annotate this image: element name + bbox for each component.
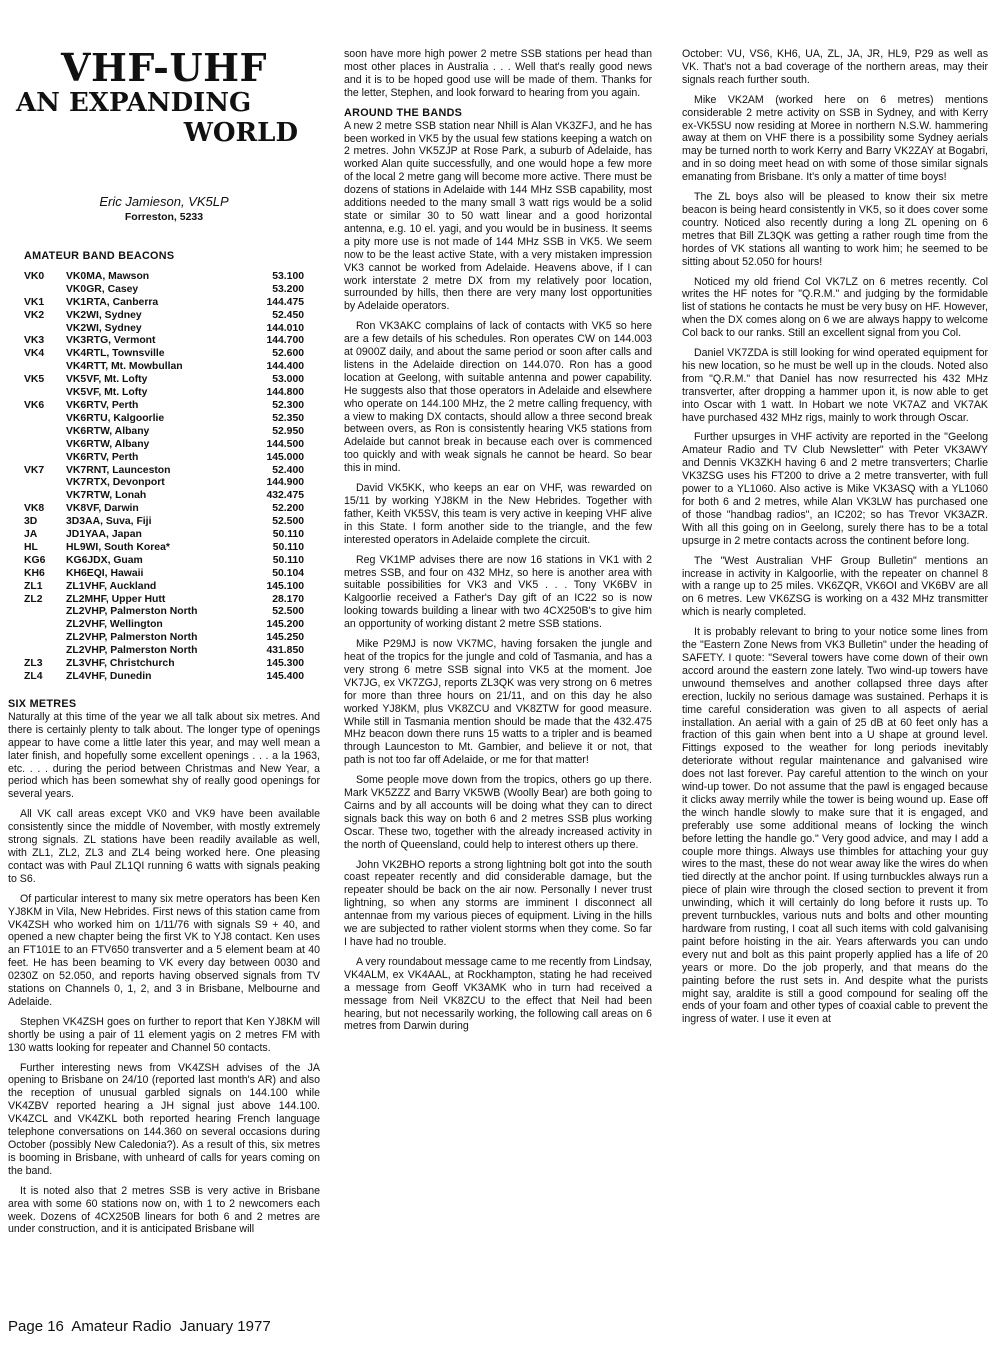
column-3 <box>682 48 988 1310</box>
beacon-row <box>24 555 304 568</box>
beacon-row <box>24 516 304 529</box>
beacon-row <box>24 581 304 594</box>
beacon-area <box>24 477 66 490</box>
beacon-row <box>24 619 304 632</box>
beacon-row <box>24 426 304 439</box>
paragraph: Some people move down from the tropics, others go up there. Mark VK5ZZZ and Barry VK5WB (Woolly Bear) are both going to Cairns and by all accounts will be doing what they can to direct signals back this way on both 6 and 2 metres SSB plus working Oscar. These two, together with the already increased activity in the north of Queensland, could help to interest others up there. <box>344 774 652 851</box>
beacon-station: VK3RTG, Vermont <box>66 335 156 347</box>
beacon-area <box>24 632 66 645</box>
beacon-row <box>24 529 304 542</box>
beacons-heading: AMATEUR BAND BEACONS <box>24 250 175 262</box>
beacon-row <box>24 323 304 336</box>
beacon-area: VK1 <box>24 296 45 308</box>
beacon-row <box>24 632 304 645</box>
beacon-station: VK6RTW, Albany <box>66 425 150 437</box>
beacon-row <box>24 361 304 374</box>
beacon-frequency: 52.200 <box>272 503 304 515</box>
beacon-frequency: 52.500 <box>272 516 304 528</box>
beacon-area <box>24 426 66 439</box>
beacons-table <box>24 271 304 684</box>
beacon-row <box>24 348 304 361</box>
beacon-area: JA <box>24 529 38 541</box>
beacon-station: ZL4VHF, Dunedin <box>66 671 152 682</box>
beacons-table-body <box>24 271 304 684</box>
beacon-station: VK2WI, Sydney <box>66 322 142 334</box>
beacon-row <box>24 503 304 516</box>
beacon-frequency: 145.250 <box>266 632 304 644</box>
paragraph: Ron VK3AKC complains of lack of contacts with VK5 so here are a few details of his schedules. Ron operates CW on 144.003 at 0900Z daily, and about the same period or soon after calls and listens in the Adelaide direction on 144.070. Ron has a good location at Geelong, with suitable antenna and power capability. He suggests also that those operators in Adelaide and elsewhere who operate on 144.100 MHz, the 2 metre calling frequency, with a view to making DX contacts, should allow a three second break between overs, as Ron is consistently hearing VK5 stations from Adelaide but cannot break in because each over is commenced too quickly and with weak signals he cannot be heard. So bear this in mind. <box>344 320 652 475</box>
beacon-station: ZL2MHF, Upper Hutt <box>66 593 166 605</box>
beacon-frequency: 144.010 <box>266 322 304 334</box>
beacon-area <box>24 439 66 452</box>
paragraph: John VK2BHO reports a strong lightning bolt got into the south coast repeater recently and did considerable damage, but the repeater should be back on the air now. Personally I never trust lightning, so when any storms are imminent I disconnect all antennae from my various pieces of equipment. Living in the hills we are subjected to rather violent storms when they come. So far I have had no trouble. <box>344 858 652 948</box>
beacon-area: VK4 <box>24 348 45 360</box>
beacon-row <box>24 465 304 478</box>
article-title-block <box>8 48 320 184</box>
article-title-line-1: VHF-UHF <box>61 48 267 90</box>
section-heading-six-metres: SIX METRES <box>8 697 77 710</box>
beacon-frequency: 52.300 <box>272 399 304 411</box>
beacon-row <box>24 335 304 348</box>
paragraph: David VK5KK, who keeps an ear on VHF, was rewarded on 15/11 by working YJ8KM in the New Hebrides. Together with father, Keith VK5SV, this team is very active in keeping VHF alive in this State. I form another side to the triangle, and the few interested operators in Adelaide complete the circuit. <box>344 482 652 546</box>
beacon-station: VK5VF, Mt. Lofty <box>66 387 148 399</box>
beacon-area: KH6 <box>24 567 45 579</box>
paragraph: Reg VK1MP advises there are now 16 stations in VK1 with 2 metres SSB, and four on 432 MHz, so here is another area with suitable possibilities for VK3 and VK5 . . . Tony VK6BV in Kalgoorlie received a Father's Day gift of an IC22 so is now looking towards building a linear with two 4CX250B's to give him an opportunity of working distant 2 metre SSB stations. <box>344 553 652 631</box>
beacon-row <box>24 439 304 452</box>
beacon-station: ZL1VHF, Auckland <box>66 580 157 592</box>
beacon-station: HL9WI, South Korea* <box>66 541 170 553</box>
beacon-station: VK7RNT, Launceston <box>66 464 171 476</box>
beacon-frequency: 53.000 <box>272 374 304 386</box>
beacon-frequency: 145.200 <box>266 619 304 631</box>
beacon-station: ZL3VHF, Christchurch <box>66 658 175 670</box>
beacon-station: VK6RTW, Albany <box>66 438 150 450</box>
paragraph: Stephen VK4ZSH goes on further to report that Ken YJ8KM will shortly be using a pair of 11 element yagis on 2 metres FM with 130 watts looking for repeater and Channel 50 contacts. <box>8 1015 320 1054</box>
beacon-frequency: 145.300 <box>266 658 304 670</box>
paragraph: Further interesting news from VK4ZSH advises of the JA opening to Brisbane on 24/10 (reported last month's AR) and also the reception of unusual garbled signals on 144.100 while VK4ZBV reported hearing a JH signal just above 144.100. VK4ZCL and VK4ZKL both reported hearing French language telephone conversations on 144.360 on several occasions during October (possibly New Caledonia?). As a result of this, six metres is booming in Brisbane, with unheard of calls for years coming on the band. <box>8 1061 320 1177</box>
beacon-station: VK6RTV, Perth <box>66 451 139 463</box>
beacon-area: VK6 <box>24 399 45 411</box>
beacon-station: KH6EQI, Hawaii <box>66 567 144 579</box>
beacon-area <box>24 619 66 632</box>
paragraph: Noticed my old friend Col VK7LZ on 6 metres recently. Col writes the HF notes for "Q.R.M." and judging by the formidable list of stations he contacts he must be very busy on HF. However, when the DX comes along on 6 we are always happy to welcome Col back to our ranks. Still an excellent signal from you Col. <box>682 275 988 340</box>
beacon-station: JD1YAA, Japan <box>66 529 142 541</box>
paragraph: The ZL boys also will be pleased to know their six metre beacon is being heard consistently in VK5, so it does cover some country. Noticed also recently during a long ZL opening on 6 metres that Bill ZL3QK was getting a rather rough time from the hordes of VK stations all wanting to work him; he seemed to be sitting about 52.050 for hours! <box>682 191 988 268</box>
beacon-row <box>24 645 304 658</box>
paragraph: A new 2 metre SSB station near Nhill is Alan VK3ZFJ, and he has been worked in VK5 by the usual few stations keeping a watch on 2 metres. John VK5ZJP at Rose Park, a suburb of Adelaide, has worked Alan quite successfully, and one would hope a few more of the local 2 metre gang will become more active. There must be dozens of stations in Adelaide with 144 MHz SSB capability, most additions needed to the many small 3 watt rigs would be a solid state or similar 30 to 50 watt linear and a good horizontal antenna, e.g. 10 el. yagi, and you would be in business. It seems a pity more use is not made of 144 MHz SSB in VK5. We seem now to be the least active State, with a very mistaken impression VK3 cannot be worked from Adelaide. Heavens above, if I can work interstate 2 metre DX from my relatively poor location, surrounded by hills, then there are very many lost opportunities by Adelaide operators. <box>344 119 652 313</box>
beacon-area: VK5 <box>24 374 45 386</box>
beacon-area: KG6 <box>24 554 46 566</box>
beacon-frequency: 52.450 <box>272 309 304 321</box>
beacon-row <box>24 452 304 465</box>
beacon-row <box>24 594 304 607</box>
beacon-frequency: 52.400 <box>272 464 304 476</box>
beacon-area: ZL3 <box>24 658 43 670</box>
beacon-frequency: 144.900 <box>266 477 304 489</box>
paragraph: Naturally at this time of the year we all talk about six metres. And there is certainly plenty to talk about. The longer type of openings appear to have come a little later this year, and may well mean a later finish, and hopefully some excellent openings . . . a la 1963, etc. . . . during the period between Christmas and New Year, a period which has been somewhat shy of really good openings for several years. <box>8 710 320 801</box>
beacon-row <box>24 413 304 426</box>
beacon-row <box>24 374 304 387</box>
beacon-row <box>24 477 304 490</box>
paragraph: It is probably relevant to bring to your notice some lines from the "Eastern Zone News from VK3 Bulletin" under the heading of SAFETY. I quote: "Several towers have come down of their own accord around the eastern zone lately. Two wind-up towers have unwound themselves and another collapsed three days after erection, luckily no serious damage was sustained. Perhaps it is time careful consideration was given to all aspects of aerial installation. An aerial with a gain of 25 dB at 60 feet only has a fraction of this gain when bent into a U shape at ground level. Fittings exposed to the weather for long periods inevitably deteriorate without regular maintenance and galvanised wire does not last forever. Pay careful attention to the winch on your wind-up tower. Do not assume that the pawl is engaged because it clicks away merrily while the tower is being wound up. Ease off the winch handle slowly to make sure that it is engaged, and preferably use some additional means of locking the winch before letting the handle go." Very good advice, and may I add a couple more things. Always use thimbles for attaching your guy wires to the mast, these do not wear away like the wires do when tied directly at the anchor point. If using turnbuckles always run a piece of plain wire through the closed section to prevent it from unwinding, which it will certainly do long before it rusts up. To prevent turnbuckles, various nuts and bolts and other mounting hardware from rusting, I coat all such items with cold galvanising paint before hoisting in the air. Years afterwards you can undo every nut and bolt as this paint properly applied has a life of 20 years or more. Do the job properly, and that means do the painting before the rust sets in. And despite what the purists might say, araldite is still a good compound for sealing off the ends of your foam and other types of coaxial cable to prevent the ingress of water. I use it even at <box>682 626 988 1026</box>
beacon-frequency: 50.110 <box>272 541 304 553</box>
beacon-area: VK3 <box>24 335 45 347</box>
beacon-area: ZL1 <box>24 580 43 592</box>
paragraph: October: VU, VS6, KH6, UA, ZL, JA, JR, HL9, P29 as well as VK. That's not a bad coverage of the northern areas, may their signals reach further south. <box>682 48 988 86</box>
beacon-frequency: 431.850 <box>266 645 304 657</box>
beacon-area: VK2 <box>24 309 45 321</box>
beacon-area: ZL2 <box>24 593 43 605</box>
paragraph: Further upsurges in VHF activity are reported in the "Geelong Amateur Radio and TV Club Newsletter" with Peter VK3AWY and Dennis VK3ZKH having 6 and 2 metre transverters; Charlie VK3ZSG uses his FT200 to drive a 2 metre transverter, with full power to a YL1060. Also active is Mike VK3ASQ with a YL1060 for both 6 and 2 metres, while Alan VK3LW has purchased one of those "handbag radios", an IC202; so has Trevor VK3AZR. With all this going on in Geelong, surely there has to be a total upsurge in 2 metre contacts across the continent before long. <box>682 431 988 547</box>
beacon-station: VK7RTW, Lonah <box>66 490 147 502</box>
page-footer: Page 16 Amateur Radio January 1977 <box>8 1318 271 1335</box>
beacon-area <box>24 645 66 658</box>
beacon-row <box>24 658 304 671</box>
beacon-area <box>24 387 66 400</box>
beacon-row <box>24 297 304 310</box>
beacon-station: VK8VF, Darwin <box>66 503 139 515</box>
beacon-row <box>24 271 304 284</box>
article-title-line-3: WORLD <box>183 118 298 148</box>
beacon-row <box>24 400 304 413</box>
section-heading-around-the-bands: AROUND THE BANDS <box>344 106 463 119</box>
paragraph: Of particular interest to many six metre operators has been Ken YJ8KM in Vila, New Hebrides. First news of this station came from VK4ZSH who worked him on 1/11/76 with signals S9 + 40, and opened a new chapter being the first VK to YJ8 contact. Ken uses an FT101E to an FTV650 transverter and a 5 element beam at 40 feet. He has been beaming to VK every day between 0030 and 0230Z on 52.050, and reports having observed signals from TV stations on Channels 0, 1, 2, and 3 in Brisbane, Melbourne and Adelaide. <box>8 892 320 1008</box>
beacon-station: VK6RTU, Kalgoorlie <box>66 412 165 424</box>
beacon-row <box>24 387 304 400</box>
beacon-frequency: 144.400 <box>266 361 304 373</box>
beacon-frequency: 144.700 <box>266 335 304 347</box>
beacon-area <box>24 606 66 619</box>
column-2 <box>344 48 652 1310</box>
beacon-station: ZL2VHP, Palmerston North <box>66 645 198 657</box>
beacon-area: VK7 <box>24 464 45 476</box>
beacon-row <box>24 310 304 323</box>
beacon-frequency: 144.800 <box>266 387 304 399</box>
beacon-area: VK0 <box>24 270 45 282</box>
author-location: Forreston, 5233 <box>124 211 204 223</box>
beacon-station: 3D3AA, Suva, Fiji <box>66 516 152 528</box>
paragraph: Mike P29MJ is now VK7MC, having forsaken the jungle and heat of the tropics for the jungle and cold of Tasmania, and has a very strong 6 metre SSB signal into VK5 at the moment. Joe VK7JG, ex VK7ZGJ, reports ZL3QK was very strong on 6 metres for more than three hours on 21/11, and on this day he also worked YJ8KM, plus VK8ZCU and VK8ZTW for good measure. While still in Tasmania mention should be made that the 432.475 MHz beacon down there runs 15 watts to a tripler and is beamed through Launceston to Mt. Gambier, and believe it or not, that path is not too far off Adelaide, or me for that matter! <box>344 638 652 767</box>
beacon-station: ZL2VHF, Wellington <box>66 619 163 631</box>
beacon-row <box>24 284 304 297</box>
beacon-frequency: 52.350 <box>272 412 304 424</box>
paragraph: Mike VK2AM (worked here on 6 metres) mentions considerable 2 metre activity on SSB in Sydney, and with Kerry ex-VK5SU now residing at Moree in northern N.S.W. hammering away at them on VHF there is a possibility some Sydney aerials may be turned north to work Kerry and Barry VK2ZAY at Bogabri, and in so doing meet head on with some of those similar signals emanating from Brisbane. It's only a matter of time boys! <box>682 93 988 184</box>
beacon-area: HL <box>24 541 38 553</box>
beacon-row <box>24 671 304 684</box>
beacon-station: VK7RTX, Devonport <box>66 477 165 489</box>
column-1 <box>8 48 320 1310</box>
beacon-frequency: 52.950 <box>272 425 304 437</box>
beacon-row <box>24 490 304 503</box>
beacon-frequency: 50.104 <box>272 567 304 579</box>
beacon-area <box>24 323 66 336</box>
beacon-frequency: 144.500 <box>266 438 304 450</box>
beacon-area <box>24 284 66 297</box>
article-author: Eric Jamieson, VK5LP <box>99 194 229 209</box>
beacon-frequency: 50.110 <box>272 529 304 541</box>
beacon-area: 3D <box>24 516 38 528</box>
beacon-row <box>24 606 304 619</box>
beacon-station: ZL2VHP, Palmerston North <box>66 632 198 644</box>
beacon-area: ZL4 <box>24 671 43 682</box>
beacon-station: VK2WI, Sydney <box>66 309 142 321</box>
beacon-station: KG6JDX, Guam <box>66 554 143 566</box>
beacon-frequency: 145.100 <box>266 580 304 592</box>
beacon-area <box>24 361 66 374</box>
beacon-station: VK4RTT, Mt. Mowbullan <box>66 361 183 373</box>
beacon-frequency: 52.600 <box>272 348 304 360</box>
paragraph: soon have more high power 2 metre SSB stations per head than most other places in Australia . . . Well that's really good news and it is to be hoped good use will be made of them. Thanks for the letter, Stephen, and look forward to hearing from you again. <box>344 48 652 99</box>
beacon-station: ZL2VHP, Palmerston North <box>66 606 198 618</box>
beacon-frequency: 50.110 <box>272 554 304 566</box>
beacon-frequency: 432.475 <box>266 490 304 502</box>
beacon-row <box>24 568 304 581</box>
paragraph: A very roundabout message came to me recently from Lindsay, VK4ALM, ex VK4AAL, at Rockhampton, stating he had received a message from Geoff VK3AMK who in turn had received a message from Neil VK8ZCU to the effect that Neil had been hearing, but not necessarily working, the following call areas on 6 metres from Darwin during <box>344 955 652 1033</box>
paragraph: It is noted also that 2 metres SSB is very active in Brisbane area with some 60 stations now on, with 1 to 2 newcomers each week. Dozens of 4CX250B linears for both 6 and 2 metres are under construction, and it is anticipated Brisbane will <box>8 1184 320 1236</box>
beacon-frequency: 52.500 <box>272 606 304 618</box>
paragraph: All VK call areas except VK0 and VK9 have been available consistently since the middle of November, with mostly extremely strong signals. ZL stations have been readily available as well, with ZL1, ZL2, ZL3 and ZL4 being worked here. One pleasing contact was with Paul ZL1QI running 6 watts with signals peaking to S6. <box>8 808 320 885</box>
beacon-station: VK5VF, Mt. Lofty <box>66 374 148 386</box>
beacon-area <box>24 413 66 426</box>
beacon-frequency: 145.400 <box>266 671 304 682</box>
article-title-line-2: AN EXPANDING <box>16 88 252 118</box>
beacon-area <box>24 452 66 465</box>
beacon-row <box>24 542 304 555</box>
beacon-frequency: 145.000 <box>266 451 304 463</box>
beacon-station: VK1RTA, Canberra <box>66 296 159 308</box>
beacon-station: VK0GR, Casey <box>66 283 139 295</box>
beacon-station: VK0MA, Mawson <box>66 270 150 282</box>
beacon-area <box>24 490 66 503</box>
beacon-frequency: 28.170 <box>272 593 304 605</box>
paragraph: The "West Australian VHF Group Bulletin" mentions an increase in activity in Kalgoorlie, with the repeater on channel 8 with a range up to 25 miles. VK6ZQR, VK6OI and VK6BV are all on 6 metres. Lew VK6ZSG is working on a 432 MHz transmitter which is nearly completed. <box>682 554 988 619</box>
beacon-frequency: 144.475 <box>266 296 304 308</box>
beacon-frequency: 53.200 <box>272 283 304 295</box>
beacon-station: VK4RTL, Townsville <box>66 348 165 360</box>
beacon-frequency: 53.100 <box>272 270 304 282</box>
beacon-area: VK8 <box>24 503 45 515</box>
paragraph: Daniel VK7ZDA is still looking for wind operated equipment for his new location, so he must be well up in the clouds. Noted also from "Q.R.M." that Daniel has now resurrected his 432 MHz transverter, after dropping a hammer upon it, is now able to get into Oscar with 1 watt. In Hobart we note VK7AZ and VK7AK have purchased 432 MHz rigs, mainly to work through Oscar. <box>682 347 988 424</box>
beacon-station: VK6RTV, Perth <box>66 399 139 411</box>
